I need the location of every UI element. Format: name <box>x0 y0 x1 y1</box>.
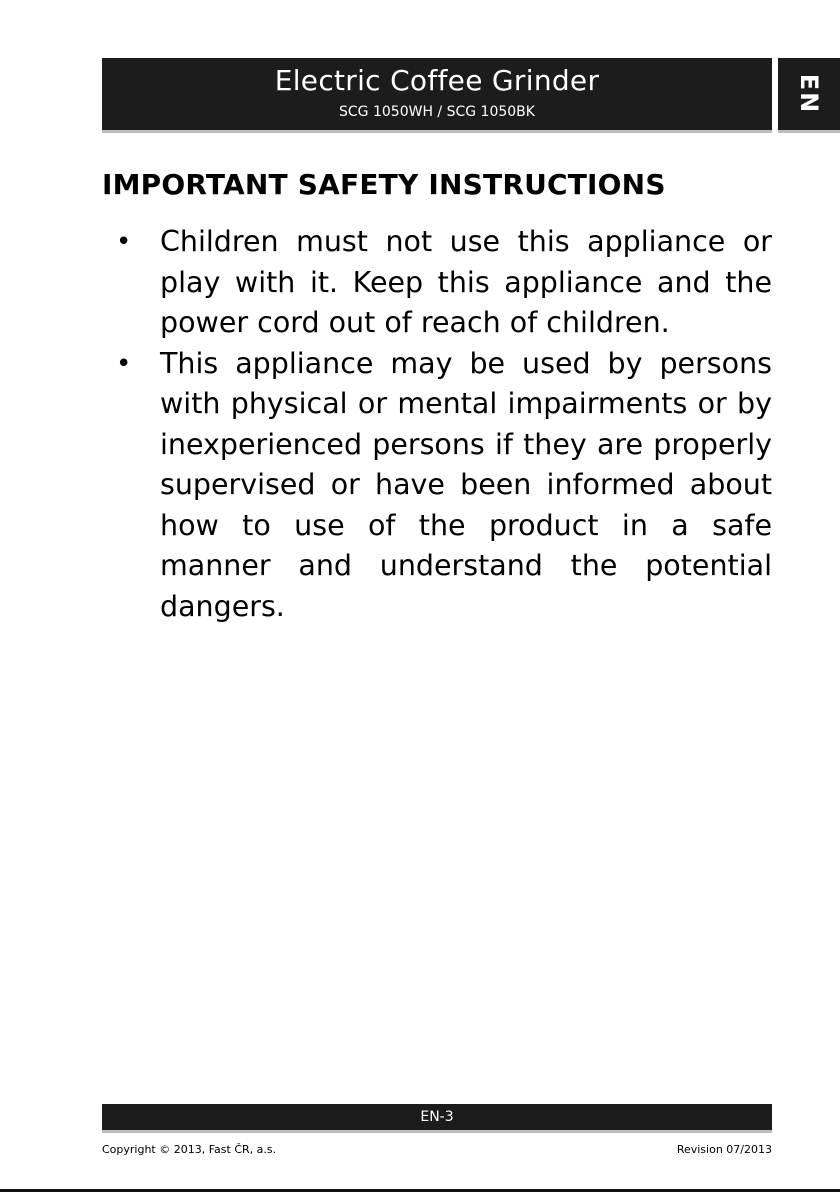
model-numbers: SCG 1050WH / SCG 1050BK <box>339 104 535 120</box>
bullet-icon: • <box>116 348 132 379</box>
revision-text: Revision 07/2013 <box>676 1143 772 1156</box>
page-number: EN-3 <box>420 1109 454 1125</box>
footer-bar <box>102 1104 772 1130</box>
language-tab <box>778 58 840 130</box>
document-header <box>102 58 772 130</box>
list-item-text: Children must not use this appliance or play with it. Keep this appliance and the power cord out of reach of children. <box>160 225 772 339</box>
document-title: Electric Coffee Grinder <box>274 64 600 97</box>
safety-instructions-list <box>102 222 772 627</box>
list-item-text: This appliance may be used by persons with physical or mental impairments or by inexperienced persons if they are properly supervised or have been informed about how to use of the product in a safe manner and understand the potential dangers. <box>160 346 772 623</box>
list-item <box>102 222 772 344</box>
list-item <box>102 344 772 628</box>
copyright-text: Copyright © 2013, Fast ČR, a.s. <box>102 1143 277 1156</box>
bullet-icon: • <box>116 227 132 257</box>
section-heading: IMPORTANT SAFETY INSTRUCTIONS <box>102 168 666 201</box>
language-label: EN <box>795 73 823 115</box>
